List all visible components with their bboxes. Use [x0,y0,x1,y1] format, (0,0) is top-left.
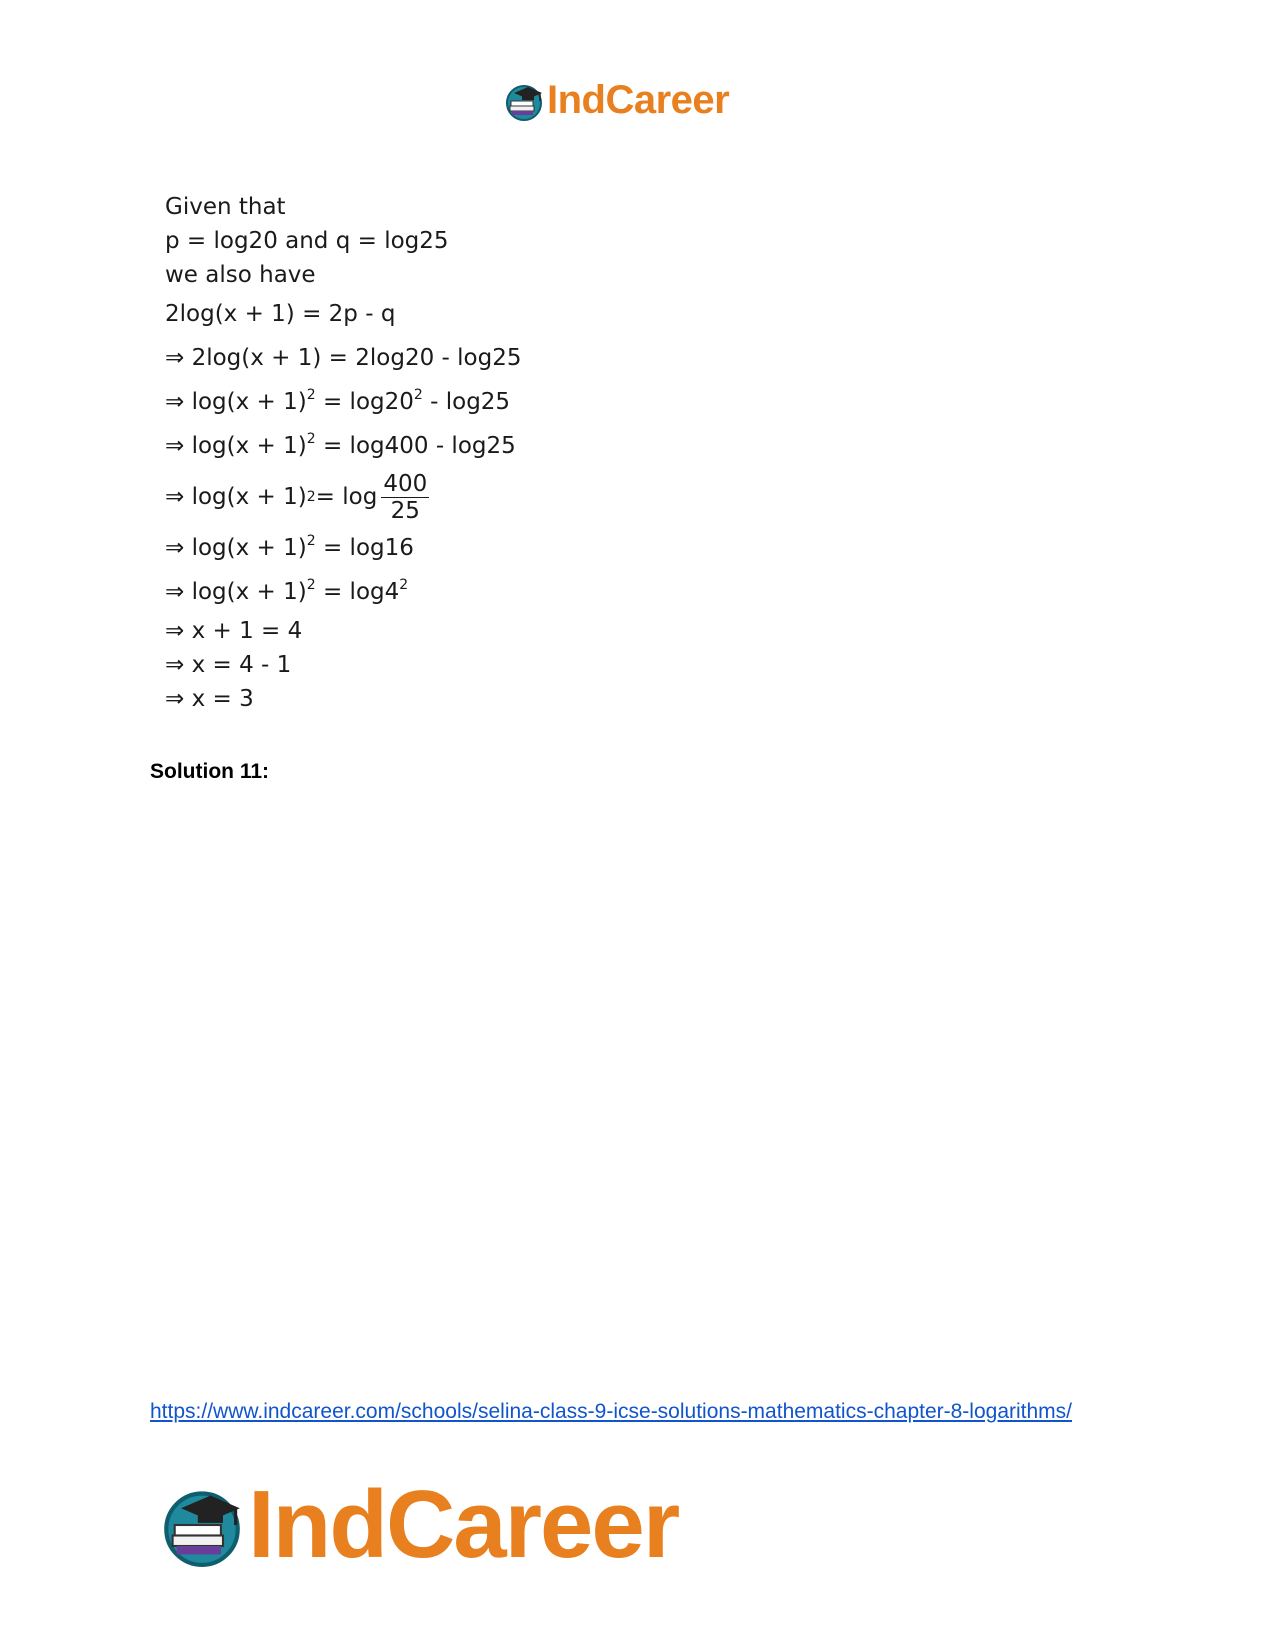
fraction: $\frac{400}{25}$ [383,470,428,524]
source-link[interactable]: https://www.indcareer.com/schools/selina-class-9-icse-solutions-mathematics-chapter-8-logarithms/ [150,1400,1073,1423]
brand-name: IndCareer [547,78,730,122]
math-line: ⇒ 2log(x + 1) = 2log20 - log25 [165,345,522,371]
footer-logo [160,1470,678,1580]
solution-heading: Solution 11: [150,760,270,783]
math-line: ⇒ x + 1 = 4 [165,618,303,644]
math-line: ⇒ $\log(x + 1)^2 = \log 4^2$ [165,577,409,605]
math-line: ⇒ $\log(x + 1)^2 = \log 16$ [165,533,414,561]
math-line: we also have [165,262,316,288]
math-line: ⇒ x = 3 [165,686,254,712]
math-line: ⇒ $\log(x + 1)^2 = \log 20^2 - \log 25$ [165,387,511,415]
graduation-cap-books-globe-icon [160,1483,244,1567]
graduation-cap-books-globe-icon [504,81,544,121]
math-derivation [165,190,865,716]
header-logo [504,78,729,123]
math-line: Given that [165,194,286,220]
math-line: ⇒ x = 4 - 1 [165,652,292,678]
math-line: 2log(x + 1) = 2p - q [165,301,396,327]
math-line: p = log20 and q = log25 [165,228,449,254]
math-line: ⇒ log(x + 1) 2 = log $\frac{400}{25}$ [165,470,428,524]
math-line: ⇒ $\log(x + 1)^2 = \log 400 - \log 25$ [165,431,516,459]
brand-name: IndCareer [248,1471,679,1578]
